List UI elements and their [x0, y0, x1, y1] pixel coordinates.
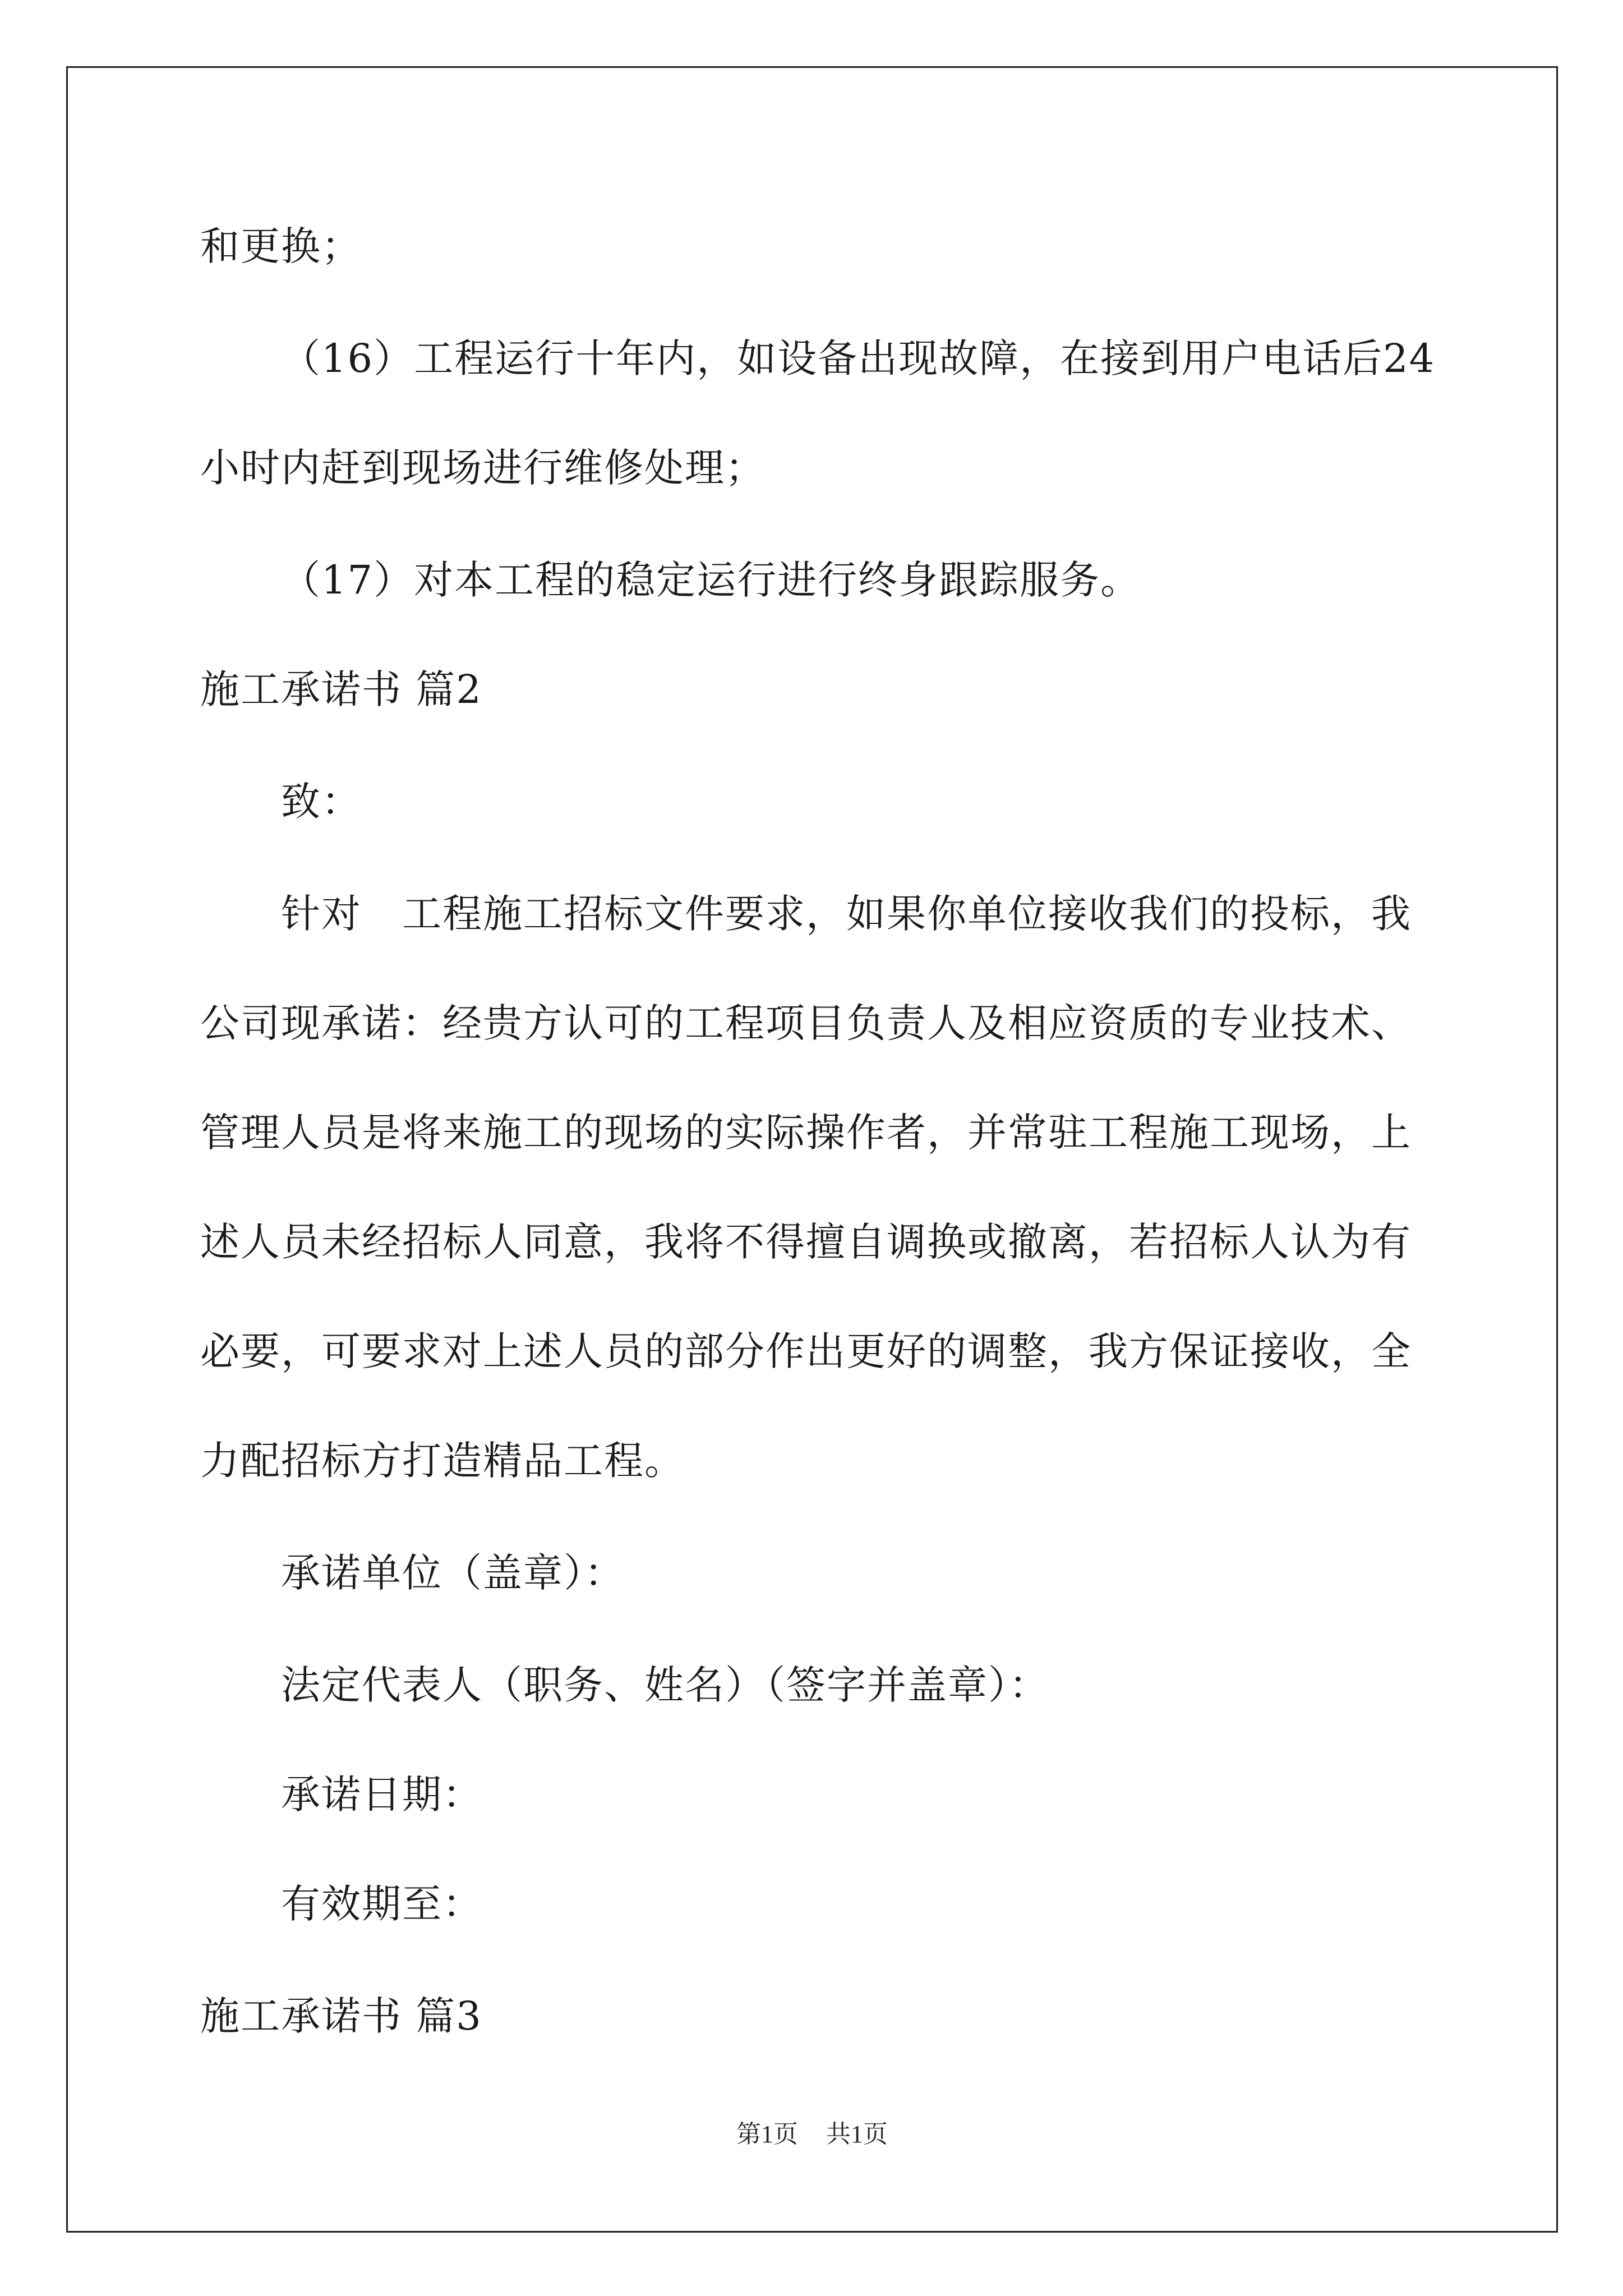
page-number: 第1页: [736, 2120, 798, 2148]
legal-representative: 法定代表人（职务、姓名）（签字并盖章）：: [281, 1662, 1049, 1708]
paragraph-line: 必要，可要求对上述人员的部分作出更好的调整，我方保证接收，全: [200, 1328, 1412, 1374]
document-body: [68, 68, 1556, 2231]
page-total: 共1页: [826, 2120, 888, 2148]
paragraph-line: 管理人员是将来施工的现场的实际操作者，并常驻工程施工现场，上: [200, 1110, 1412, 1156]
paragraph-line: 述人员未经招标人同意，我将不得擅自调换或撤离，若招标人认为有: [200, 1219, 1412, 1265]
section-heading-2: 施工承诺书 篇2: [200, 666, 482, 712]
signature-unit: 承诺单位（盖章）：: [281, 1550, 625, 1596]
paragraph-line: 针对 工程施工招标文件要求，如果你单位接收我们的投标，我: [281, 891, 1412, 937]
paragraph-line: 力配招标方打造精品工程。: [200, 1438, 685, 1484]
text-line: 和更换；: [200, 223, 362, 269]
commitment-date: 承诺日期：: [281, 1772, 483, 1818]
section-heading-3: 施工承诺书 篇3: [200, 1993, 482, 2039]
page-border: [66, 66, 1558, 2233]
text-line: 小时内赶到现场进行维修处理；: [200, 445, 766, 491]
list-item-17: （17）对本工程的稳定运行进行终身跟踪服务。: [281, 557, 1141, 603]
valid-until: 有效期至：: [281, 1881, 483, 1927]
paragraph-line: 公司现承诺：经贵方认可的工程项目负责人及相应资质的专业技术、: [200, 1000, 1412, 1046]
list-item-16: （16）工程运行十年内，如设备出现故障，在接到用户电话后24: [281, 335, 1436, 381]
page-footer: [68, 2118, 1556, 2151]
salutation: 致：: [281, 779, 362, 825]
